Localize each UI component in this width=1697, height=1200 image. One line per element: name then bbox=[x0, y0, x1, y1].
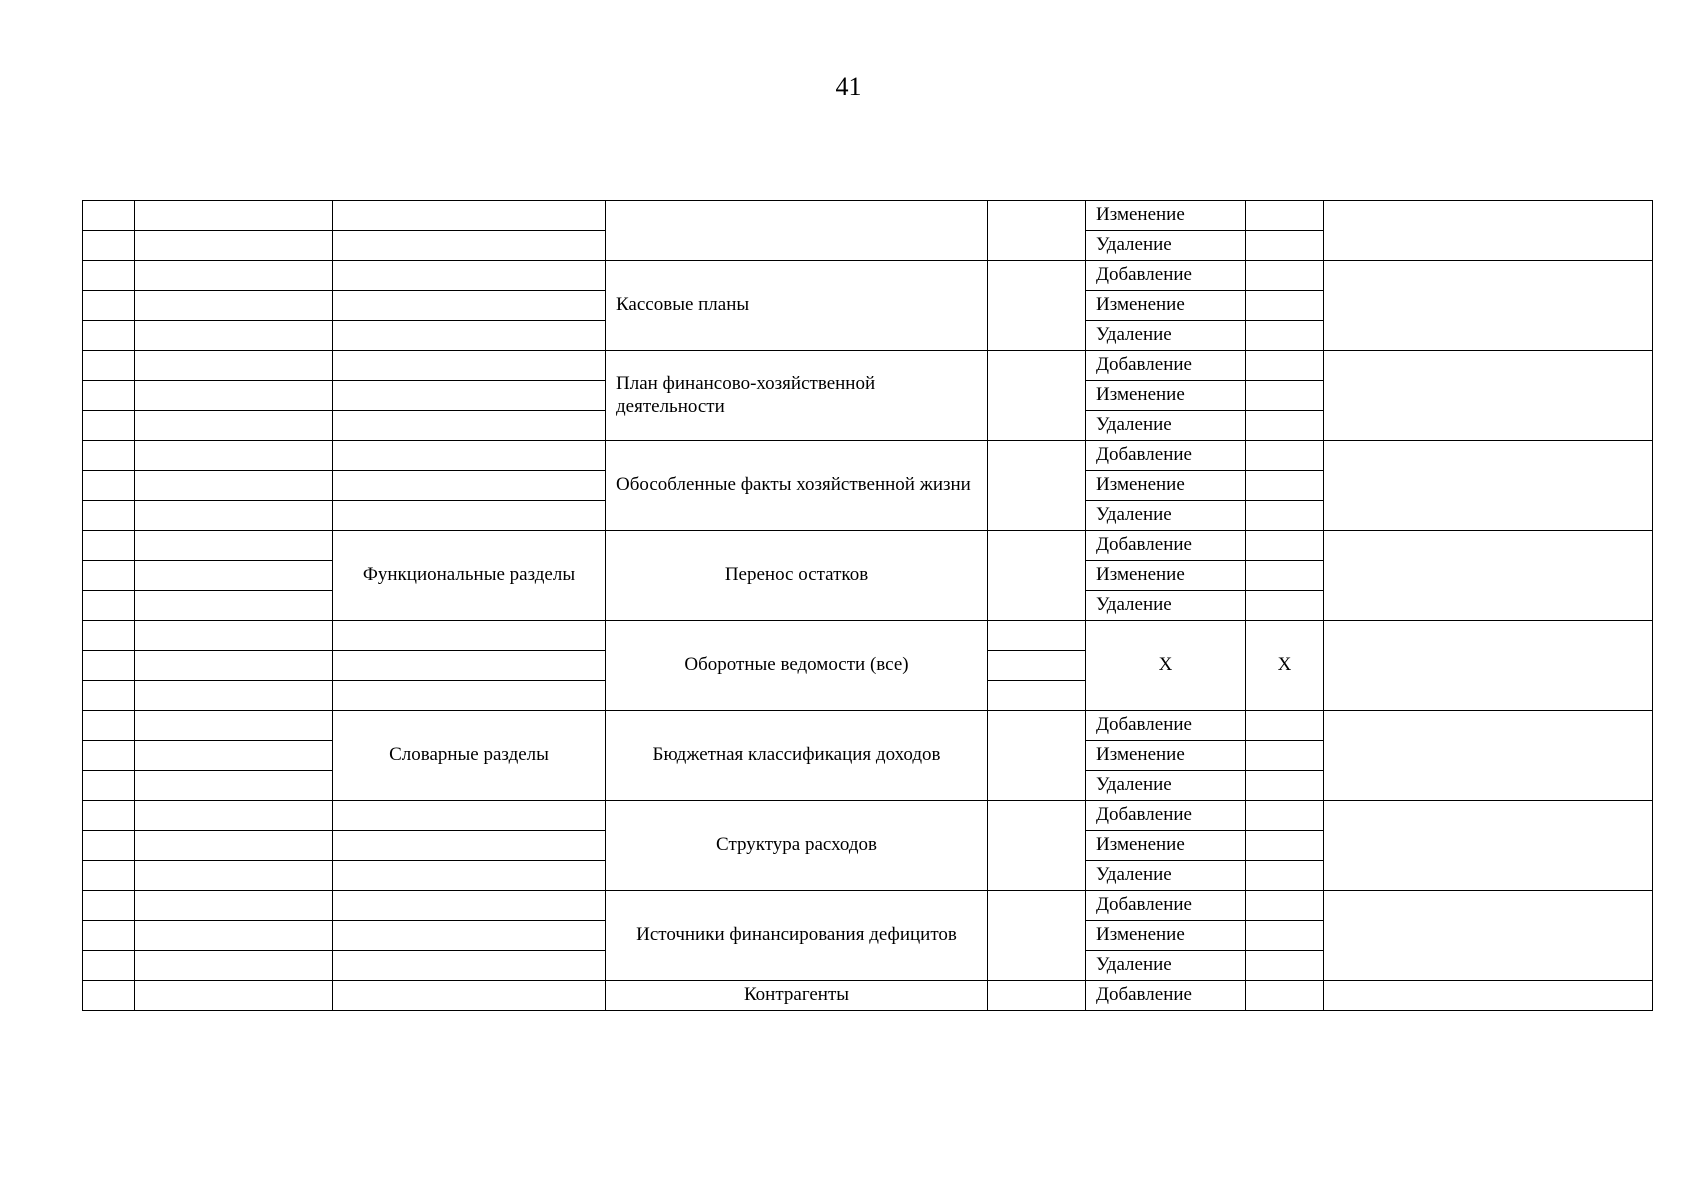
object-cell: Структура расходов bbox=[606, 801, 988, 891]
table-row bbox=[83, 891, 1653, 921]
section-cell: Функциональные разделы bbox=[333, 531, 606, 621]
x-mark: X bbox=[1086, 621, 1246, 711]
object-cell: Оборотные ведомости (все) bbox=[606, 621, 988, 711]
operation-cell: Добавление bbox=[1086, 441, 1246, 471]
operation-cell: Изменение bbox=[1086, 381, 1246, 411]
object-cell: Источники финансирования дефицитов bbox=[606, 891, 988, 981]
operation-cell: Изменение bbox=[1086, 741, 1246, 771]
object-cell: Обособленные факты хозяйственной жизни bbox=[606, 441, 988, 531]
table-row bbox=[83, 801, 1653, 831]
table-row bbox=[83, 621, 1653, 651]
operation-cell: Удаление bbox=[1086, 231, 1246, 261]
operation-cell: Изменение bbox=[1086, 831, 1246, 861]
table-row bbox=[83, 351, 1653, 381]
operation-cell: Добавление bbox=[1086, 711, 1246, 741]
operation-cell: Изменение bbox=[1086, 921, 1246, 951]
operation-cell: Удаление bbox=[1086, 321, 1246, 351]
operation-cell: Удаление bbox=[1086, 501, 1246, 531]
x-mark: X bbox=[1246, 621, 1324, 711]
operation-cell: Удаление bbox=[1086, 861, 1246, 891]
object-cell: Перенос остатков bbox=[606, 531, 988, 621]
operation-cell: Изменение bbox=[1086, 471, 1246, 501]
operation-cell: Удаление bbox=[1086, 591, 1246, 621]
operation-cell: Изменение bbox=[1086, 561, 1246, 591]
operation-cell: Добавление bbox=[1086, 261, 1246, 291]
operation-cell: Добавление bbox=[1086, 891, 1246, 921]
table-row bbox=[83, 201, 1653, 231]
table-row bbox=[83, 261, 1653, 291]
operation-cell: Добавление bbox=[1086, 981, 1246, 1011]
page-number: 41 bbox=[835, 72, 862, 101]
permissions-table bbox=[82, 200, 1653, 1011]
operation-cell: Удаление bbox=[1086, 951, 1246, 981]
operation-cell: Удаление bbox=[1086, 771, 1246, 801]
table-row bbox=[83, 531, 1653, 561]
object-cell: Кассовые планы bbox=[606, 261, 988, 351]
table-row bbox=[83, 711, 1653, 741]
operation-cell: Добавление bbox=[1086, 801, 1246, 831]
operation-cell: Изменение bbox=[1086, 291, 1246, 321]
object-cell: План финансово-хозяйственной деятельности bbox=[606, 351, 988, 441]
table-row bbox=[83, 441, 1653, 471]
object-cell bbox=[606, 201, 988, 261]
operation-cell: Добавление bbox=[1086, 351, 1246, 381]
operation-cell: Удаление bbox=[1086, 411, 1246, 441]
object-cell: Контрагенты bbox=[606, 981, 988, 1011]
operation-cell: Изменение bbox=[1086, 201, 1246, 231]
object-cell: Бюджетная классификация доходов bbox=[606, 711, 988, 801]
table-row bbox=[83, 981, 1653, 1011]
operation-cell: Добавление bbox=[1086, 531, 1246, 561]
section-cell: Словарные разделы bbox=[333, 711, 606, 801]
